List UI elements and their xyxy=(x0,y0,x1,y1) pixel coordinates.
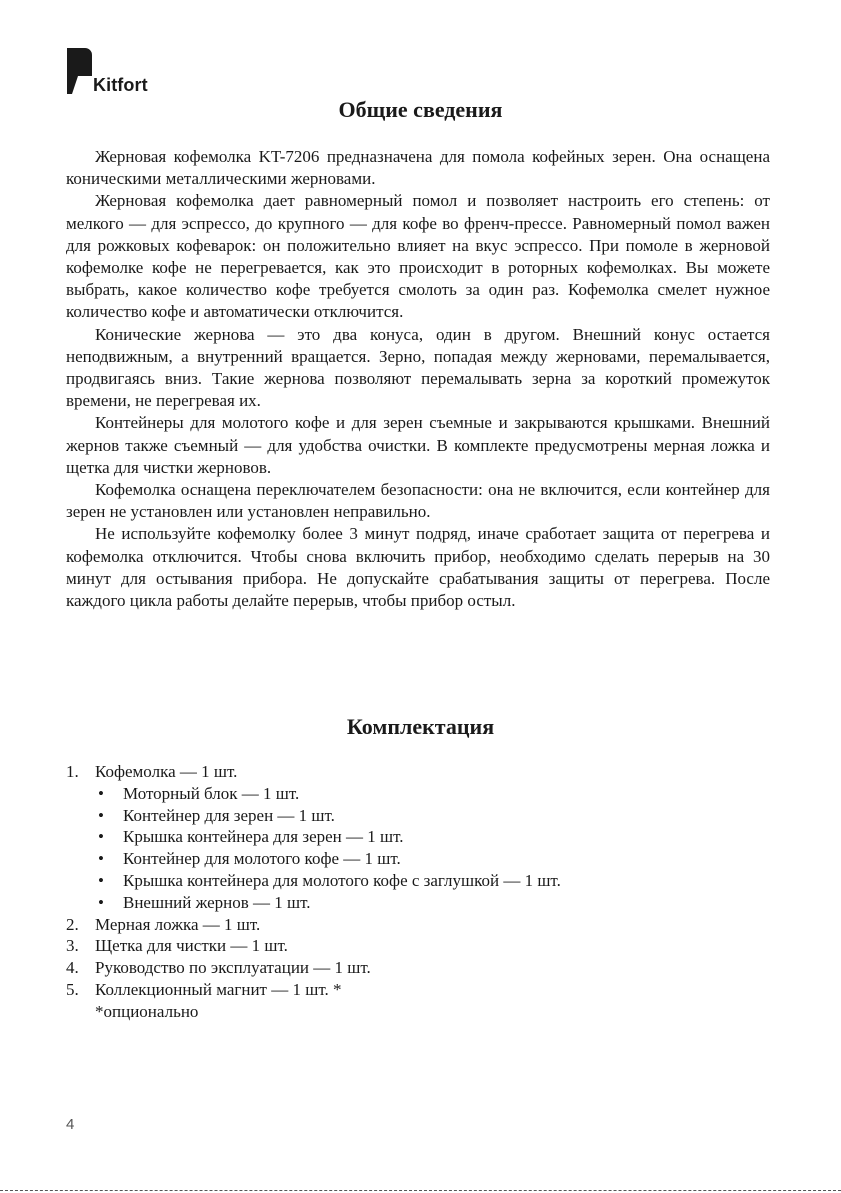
list-item-text: Щетка для чистки — 1 шт. xyxy=(95,936,288,956)
list-item-text: Коллекционный магнит — 1 шт. * xyxy=(95,979,342,999)
kit-list xyxy=(66,761,770,1023)
list-item xyxy=(66,957,770,979)
bullet: • xyxy=(98,870,104,890)
bullet: • xyxy=(98,827,104,847)
kitfort-logo-icon xyxy=(67,48,92,94)
sub-list-item-text: Контейнер для зерен — 1 шт. xyxy=(123,805,335,825)
sub-list-item xyxy=(95,892,770,914)
bullet: • xyxy=(98,892,104,912)
paragraph: Жерновая кофемолка KT-7206 предназначена для помола кофейных зерен. Она оснащена коническими металлическими жерновами. xyxy=(66,147,770,189)
paragraph: Конические жернова — это два конуса, один в другом. Внешний конус остается неподвижным, а внутренний вращается. Зерно, попадая между жерновами, перемалывается, продвигаясь вниз. Такие жернова позволяют перемалывать зерна за короткий промежуток времени, не перегревая их. xyxy=(66,324,770,411)
list-item-text: Кофемолка — 1 шт. xyxy=(95,762,238,781)
sub-list-item-text: Контейнер для молотого кофе — 1 шт. xyxy=(123,849,401,869)
sub-list-item xyxy=(95,805,770,827)
sub-list-item-text: Моторный блок — 1 шт. xyxy=(123,783,300,803)
sub-list-item xyxy=(95,870,770,892)
list-number: 2. xyxy=(66,914,79,934)
bullet: • xyxy=(98,805,104,825)
sub-list-item xyxy=(95,826,770,848)
general-text xyxy=(66,146,770,612)
paragraph: Кофемолка оснащена переключателем безопасности: она не включится, если контейнер для зерен не установлен или установлен неправильно. xyxy=(66,480,770,522)
bullet: • xyxy=(98,783,104,803)
bullet: • xyxy=(98,849,104,869)
list-number: 3. xyxy=(66,936,79,956)
list-number: 4. xyxy=(66,958,79,978)
page-number: 4 xyxy=(66,1116,75,1133)
kit-title: Комплектация xyxy=(346,714,495,739)
sub-list-item xyxy=(95,783,770,805)
list-item xyxy=(66,761,770,914)
sub-list-item-text: Крышка контейнера для молотого кофе с заглушкой — 1 шт. xyxy=(123,870,561,890)
sub-list-item xyxy=(95,848,770,870)
list-item xyxy=(66,914,770,936)
paragraph: Не используйте кофемолку более 3 минут подряд, иначе сработает защита от перегрева и кофемолка отключится. Чтобы снова включить прибор, необходимо сделать перерыв на 30 минут для остывания прибора. Не допускайте срабатывания защиты от перегрева. После каждого цикла работы делайте перерыв, чтобы прибор остыл. xyxy=(66,524,770,611)
list-number: 5. xyxy=(66,979,79,999)
sub-list-item-text: Крышка контейнера для зерен — 1 шт. xyxy=(123,827,404,847)
brand-logo xyxy=(67,48,148,94)
page-edge-divider xyxy=(0,1190,841,1192)
footnote: *опционально xyxy=(95,1001,199,1021)
sub-list xyxy=(95,783,770,914)
general-title: Общие сведения xyxy=(338,97,503,122)
list-number: 1. xyxy=(66,762,79,781)
brand-name: Kitfort xyxy=(93,75,148,95)
list-item-text: Мерная ложка — 1 шт. xyxy=(95,914,261,934)
list-item-text: Руководство по эксплуатации — 1 шт. xyxy=(95,958,371,978)
list-item xyxy=(66,935,770,957)
paragraph: Жерновая кофемолка дает равномерный помол и позволяет настроить его степень: от мелкого — для эспрессо, до крупного — для кофе во френч-прессе. Равномерный помол важен для рожковых кофеварок: он положительно влияет на вкус эспрессо. При помоле в жерновой кофемолке кофе не перегревается, как это происходит в роторных кофемолках. Вы можете выбрать, какое количество кофе требуется смолоть за один раз. Кофемолка смелет нужное количество кофе и автоматически отключится. xyxy=(66,191,770,322)
list-item xyxy=(66,979,770,1001)
sub-list-item-text: Внешний жернов — 1 шт. xyxy=(123,892,311,912)
paragraph: Контейнеры для молотого кофе и для зерен съемные и закрываются крышками. Внешний жернов также съемный — для удобства очистки. В комплекте предусмотрены мерная ложка и щетка для чистки жерновов. xyxy=(66,413,770,477)
